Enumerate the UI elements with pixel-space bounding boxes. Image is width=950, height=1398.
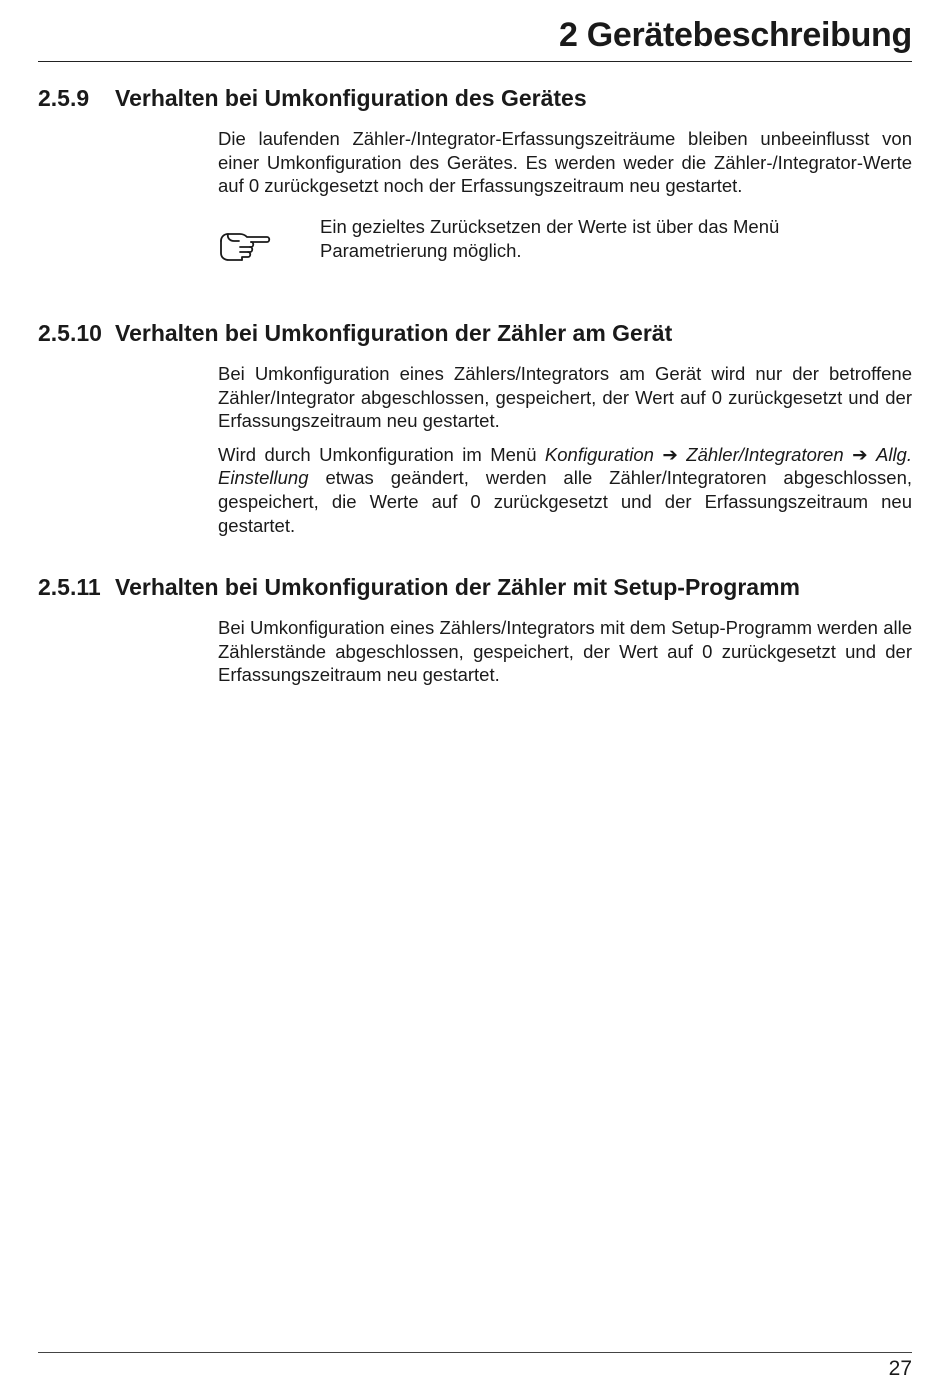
section-title: Verhalten bei Umkonfiguration der Zähler mit Setup-Programm — [115, 574, 801, 600]
note-text: Ein gezieltes Zurücksetzen der Werte ist über das Menü Parametrierung möglich. — [320, 216, 780, 261]
pointing-hand-icon — [218, 229, 272, 263]
menu-path-allg-einstellung: Allg. Einstellung — [218, 443, 912, 489]
arrow-icon: ➔ — [662, 443, 678, 465]
page-number: 27 — [888, 1357, 912, 1380]
section-heading-2-5-10 — [38, 320, 672, 347]
section-number: 2.5.9 — [38, 85, 90, 111]
paragraph: Bei Umkonfiguration eines Zählers/Integrators mit dem Setup-Programm werden alle Zählerstände abgeschlossen, gespeichert, der Wert auf 0 zurückgesetzt und der Erfassungszeitraum neu gestartet. — [218, 617, 912, 686]
section-body-2-5-9 — [218, 127, 912, 198]
section-title: Verhalten bei Umkonfiguration des Gerätes — [115, 85, 587, 111]
menu-path-konfiguration: Konfiguration — [544, 443, 654, 465]
footer-divider — [38, 1352, 912, 1353]
section-number: 2.5.11 — [38, 574, 101, 600]
paragraph-text: Wird durch Umkonfiguration im Menü — [218, 443, 545, 465]
paragraph-text: etwas geändert, werden alle Zähler/Integratoren abgeschlossen, gespeichert, die Werte auf 0 zurückgesetzt und der Erfassungszeitraum neu gestartet. — [218, 467, 912, 536]
section-body-2-5-10 — [218, 362, 912, 537]
paragraph: Die laufenden Zähler-/Integrator-Erfassungszeiträume bleiben unbeeinflusst von einer Umkonfiguration des Gerätes. Es werden weder die Zähler-/Integrator-Werte auf 0 zurückgesetzt noch der Erfassungszeitraum neu gestartet. — [218, 128, 912, 197]
section-number: 2.5.10 — [38, 320, 102, 346]
header-divider — [38, 61, 912, 62]
section-heading-2-5-9 — [38, 85, 587, 112]
menu-path-paragraph — [218, 443, 912, 537]
section-body-2-5-11 — [218, 616, 912, 687]
chapter-title: 2 Gerätebeschreibung — [558, 16, 912, 54]
paragraph: Bei Umkonfiguration eines Zählers/Integrators am Gerät wird nur der betroffene Zähler/Integrator abgeschlossen, gespeichert, der Wert auf 0 zurückgesetzt und der Erfassungszeitraum neu gestartet. — [218, 363, 912, 432]
arrow-icon: ➔ — [852, 443, 868, 465]
section-heading-2-5-11 — [38, 574, 800, 601]
menu-path-zaehler-integratoren: Zähler/Integratoren — [686, 443, 844, 465]
section-title: Verhalten bei Umkonfiguration der Zähler am Gerät — [115, 320, 673, 346]
